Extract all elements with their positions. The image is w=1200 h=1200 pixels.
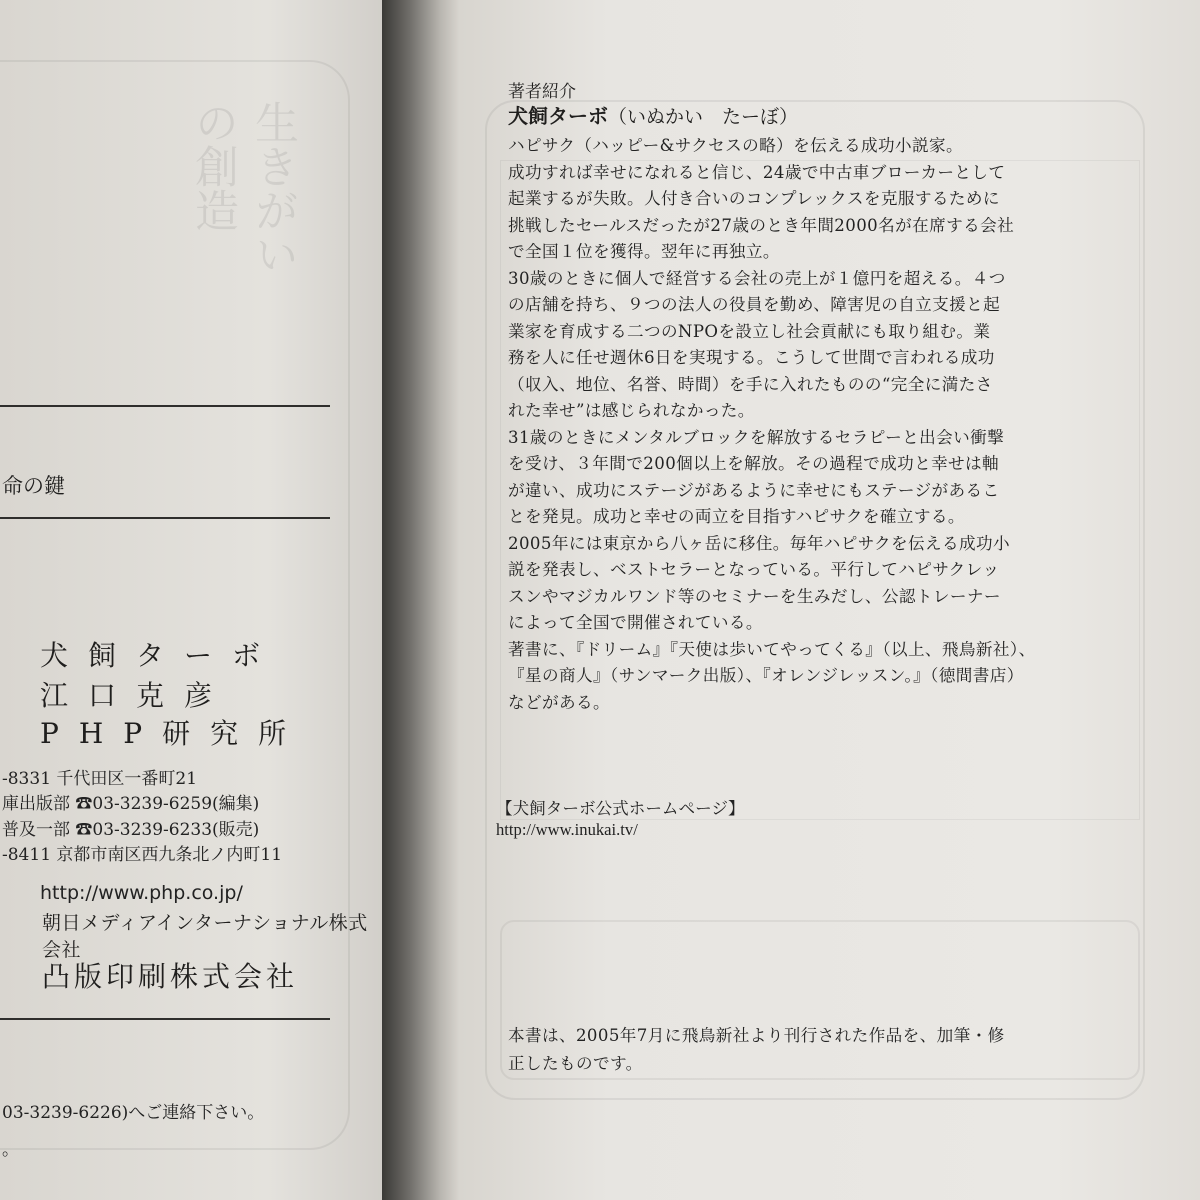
publisher-url: http://www.php.co.jp/: [40, 882, 243, 904]
bio-line: などがある。: [508, 692, 610, 712]
right-page: [460, 0, 1200, 1200]
bio-line: 起業するが失敗。人付き合いのコンプレックスを克服するために: [508, 189, 1000, 208]
printer-company: 凸版印刷株式会社: [42, 960, 299, 993]
typesetter-company: 朝日メディアインターナショナル株式会社: [42, 912, 368, 961]
divider-rule: [0, 517, 330, 519]
author-line: [508, 100, 798, 129]
bio-line: によって全国で開催されている。: [508, 613, 763, 632]
bio-line: れた幸せ”は感じられなかった。: [508, 401, 755, 420]
trailing-text: 。: [2, 1140, 19, 1160]
bio-line: 成功すれば幸せになれると信じ、24歳で中古車ブローカーとして: [508, 162, 1006, 182]
bio-line: 説を発表し、ベストセラーとなっている。平行してハピサクレッ: [508, 560, 1000, 579]
bio-line: の店舗を持ち、９つの法人の役員を勤め、障害児の自立支援と起: [508, 295, 1001, 314]
author-name: 犬飼ターボ: [508, 104, 608, 128]
bio-line: （収入、地位、名誉、時間）を手に入れたものの“完全に満たさ: [508, 374, 993, 394]
credit-publisher-person: 江口克彦: [40, 679, 233, 712]
show-through-text: 生きがい: [247, 100, 298, 276]
bio-line: 31歳のときにメンタルブロックを解放するセラピーと出会い衝撃: [508, 427, 1005, 447]
divider-rule: [0, 405, 330, 407]
address-line: 庫出版部 ☎03-3239-6259(編集): [2, 794, 260, 814]
bio-line: が違い、成功にステージがあるように幸せにもステージがあるこ: [508, 480, 1000, 500]
bio-line: 著書に、『ドリーム』『天使は歩いてやってくる』（以上、飛鳥新社）、: [508, 639, 1036, 659]
address-line: 普及一部 ☎03-3239-6233(販売): [2, 820, 260, 840]
address-line: -8411 京都市南区西九条北ノ内町11: [2, 845, 283, 865]
book-title-fragment: 命の鍵: [2, 474, 65, 498]
bio-line: 務を人に任せ週休6日を実現する。こうして世間で言われる成功: [508, 348, 995, 367]
book-gutter: [382, 0, 460, 1200]
bio-line: 業家を育成する二つのNPOを設立し社会貢献にも取り組む。業: [508, 321, 991, 341]
author-reading: （いぬかい たーぼ）: [608, 106, 799, 128]
divider-rule: [0, 1018, 330, 1020]
bio-line: 2005年には東京から八ヶ岳に移住。毎年ハピサクを伝える成功小: [508, 533, 1010, 553]
bio-line: を受け、３年間で200個以上を解放。その過程で成功と幸せは軸: [508, 454, 1000, 473]
bio-line: ハピサク（ハッピー&サクセスの略）を伝える成功小説家。: [508, 136, 964, 155]
show-through-text: の創造: [187, 100, 238, 232]
bio-line: とを発見。成功と幸せの両立を目指すハピサクを確立する。: [508, 507, 965, 526]
homepage-label: 【犬飼ターボ公式ホームページ】: [496, 799, 745, 818]
credit-author: 犬飼ターボ: [40, 639, 281, 672]
note-line: 本書は、2005年7月に飛鳥新社より刊行された作品を、加筆・修: [508, 1026, 1005, 1045]
bio-line: 30歳のときに個人で経営する会社の売上が１億円を超える。４つ: [508, 268, 1006, 288]
bio-line: 『星の商人』（サンマーク出版）、『オレンジレッスン。』（徳間書店）: [508, 666, 1024, 685]
bio-line: スンやマジカルワンド等のセミナーを生みだし、公認トレーナー: [508, 586, 1001, 606]
section-heading: 著者紹介: [508, 82, 576, 102]
address-line: -8331 千代田区一番町21: [2, 769, 198, 789]
bio-line: で全国１位を獲得。翌年に再独立。: [508, 242, 780, 261]
contact-note: 03-3239-6226)へご連絡下さい。: [2, 1103, 265, 1123]
credit-publisher: PHP研究所: [40, 717, 307, 750]
homepage-url: http://www.inukai.tv/: [496, 820, 638, 839]
bio-line: 挑戦したセールスだったが27歳のとき年間2000名が在席する会社: [508, 215, 1015, 235]
note-line: 正したものです。: [508, 1054, 643, 1073]
left-page: [0, 0, 382, 1200]
